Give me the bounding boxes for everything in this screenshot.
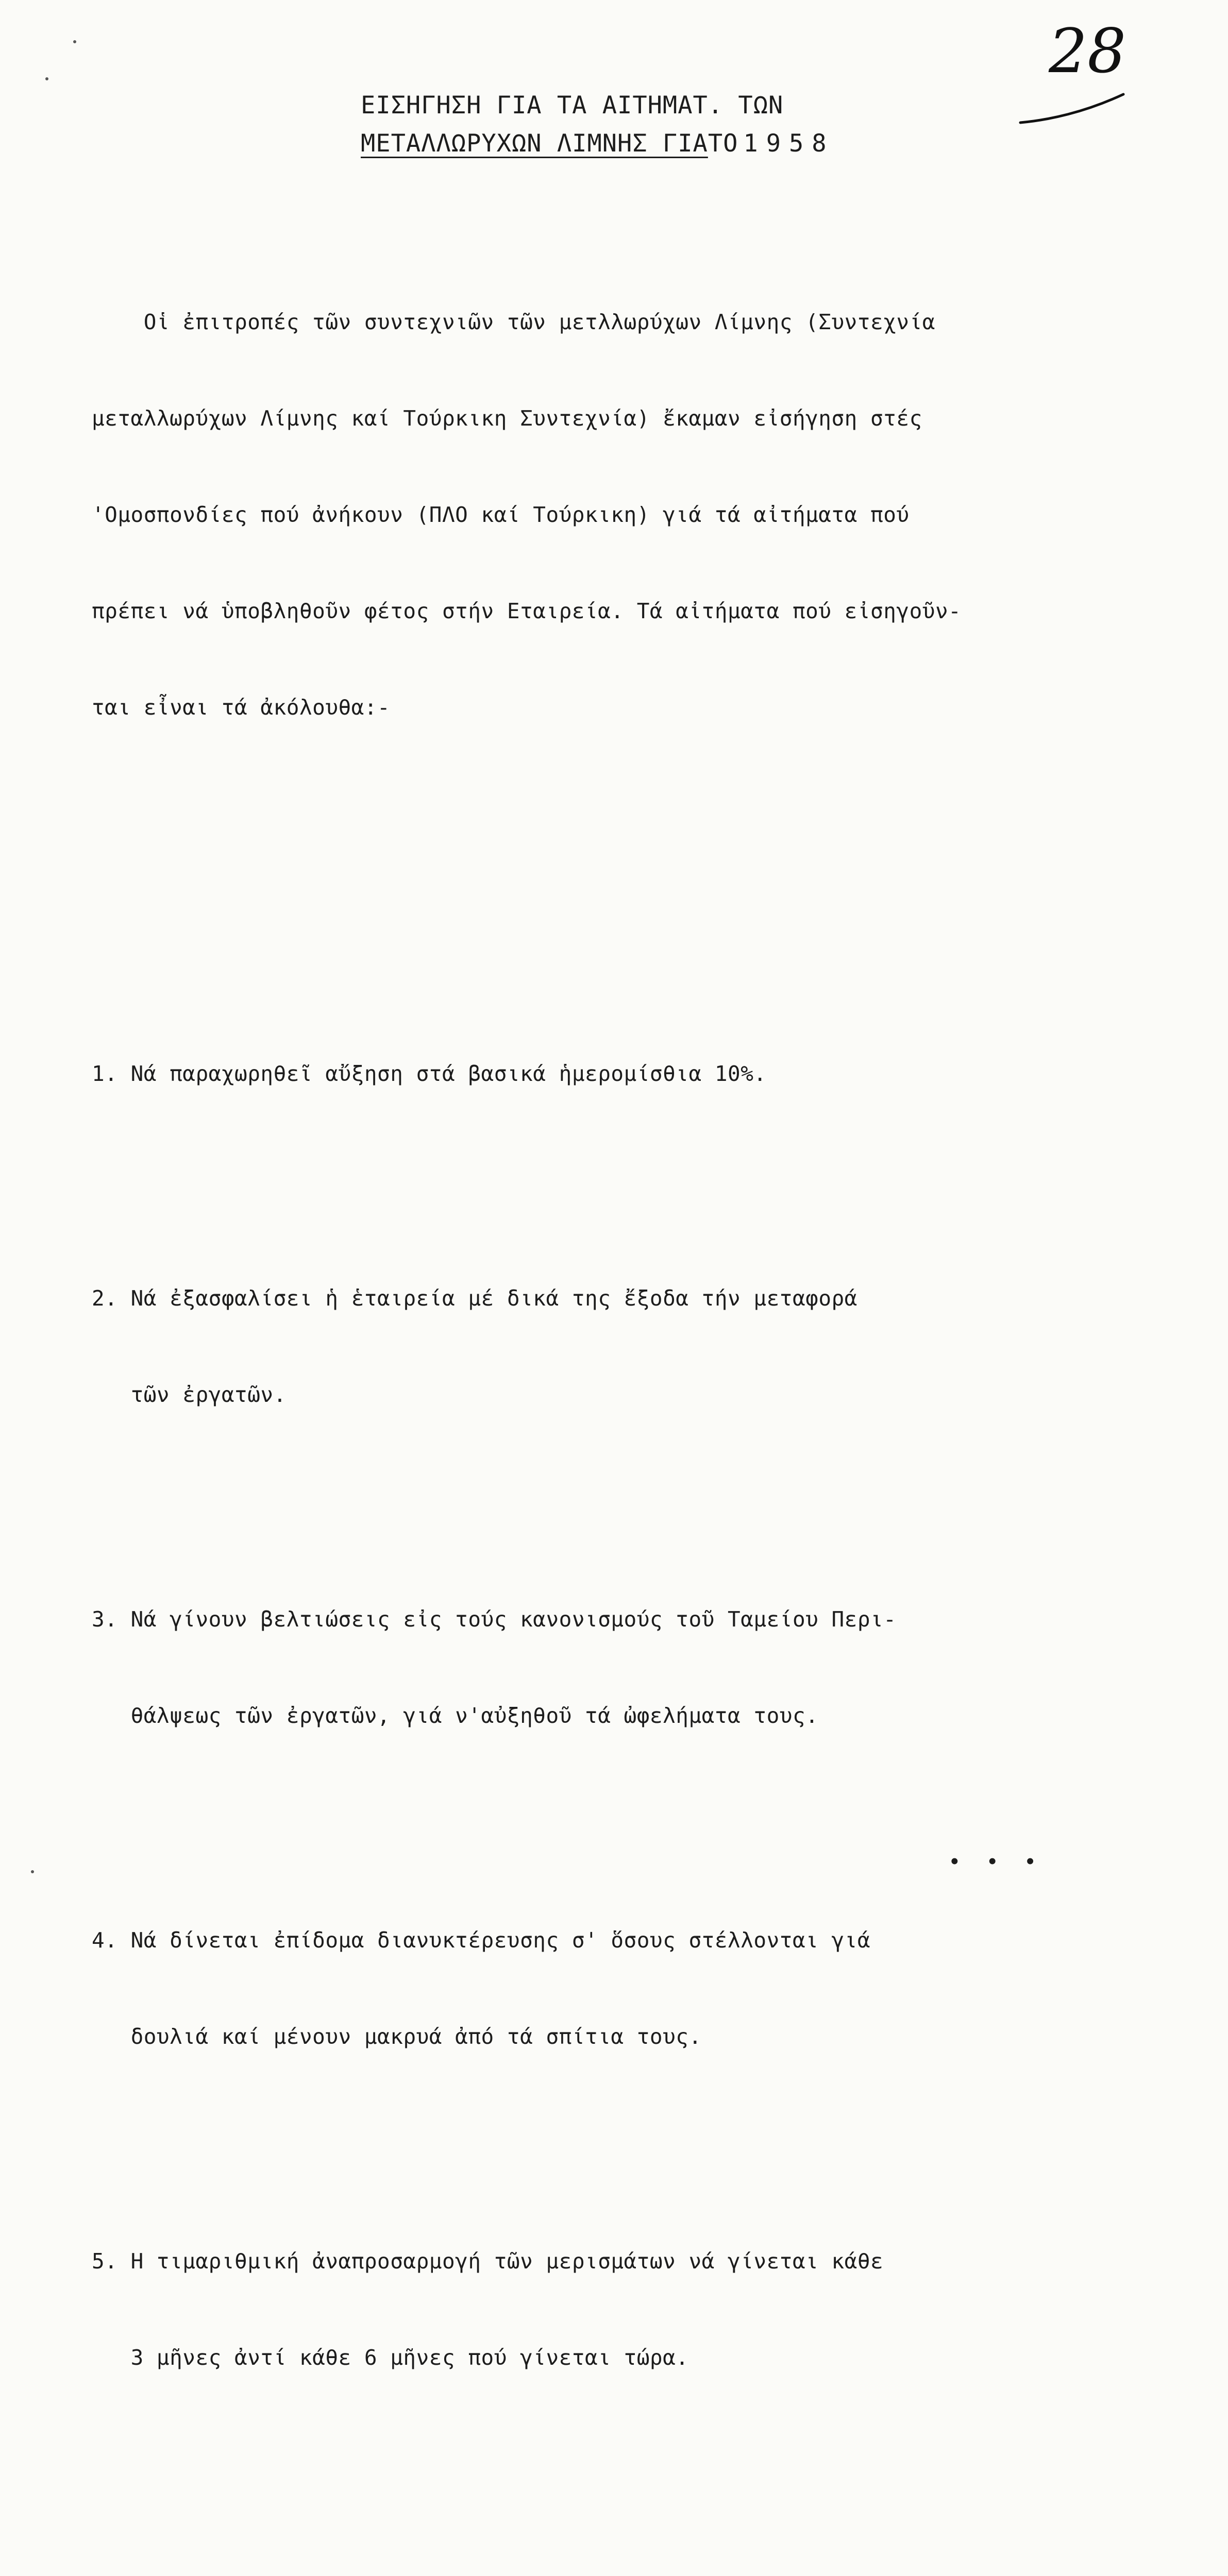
demand-item-3 [92,1539,1146,1795]
demand-item-2 [92,1218,1146,1475]
heading-year: 1958 [743,129,835,158]
heading-line-2-rest: ΤΟ [708,129,738,158]
text-line: μεταλλωρύχων Λίμνης καί Τούρκικη Συντεχνία) ἔκαμαν εἰσήγηση στές [92,406,922,431]
intro-paragraph [92,242,1146,788]
page-number-underline-stroke [1018,92,1126,128]
demand-text: Νά παραχωρηθεῖ αὔξηση στά βασικά ἡμερομίσθια 10%. [130,1061,767,1087]
demand-number: 5. [92,2249,118,2274]
text-line: 'Ομοσπονδίες πού ἀνήκουν (ΠΛΟ καί Τούρκικη) γιά τά αἰτήματα πού [92,502,910,527]
continuation-mark: • • • [948,1850,1043,1874]
demand-item-1 [92,993,1146,1154]
demand-number: 1. [92,1061,118,1087]
margin-speck [45,77,48,80]
demand-text: Νά γίνουν βελτιώσεις εἰς τούς κανονισμούς τοῦ Ταμείου Περι- [130,1607,897,1632]
demand-number: 2. [92,1286,118,1311]
heading-line-1: ΕΙΣΗΓΗΣΗ ΓΙΑ ΤΑ ΑΙΤΗΜΑΤ. ΤΩΝ [361,91,784,120]
margin-speck [31,1870,34,1873]
document-body [92,178,1146,2576]
text-line: πρέπει νά ὑποβληθοῦν φέτος στήν Εταιρεία. Τά αἰτήματα πού εἰσηγοῦν- [92,598,962,623]
document-heading [361,87,835,163]
demand-text: δουλιά καί μένουν μακρυά ἀπό τά σπίτια τους. [130,2024,702,2049]
demand-number: 3. [92,1607,118,1632]
handwritten-page-number: 28 [1049,15,1126,87]
demand-text: Η τιμαριθμική ἀναπροσαρμογή τῶν μερισμάτων νά γίνεται κάθε [130,2249,884,2274]
demand-text: 3 μῆνες ἀντί κάθε 6 μῆνες πού γίνεται τώρα. [130,2345,689,2370]
demand-text: Νά δίνεται ἐπίδομα διανυκτέρευσης σ' ὅσους στέλλονται γιά [130,1928,871,1953]
margin-speck [73,40,76,43]
demand-text: θάλψεως τῶν ἐργατῶν, γιά ν'αὐξηθοῦ τά ὠφελήματα τους. [130,1703,819,1728]
text-line: ται εἶναι τά ἀκόλουθα:- [92,694,391,720]
text-line: Οἱ ἐπιτροπές τῶν συντεχνιῶν τῶν μετλλωρύχων Λίμνης (Συντεχνία [92,310,935,335]
heading-line-2-underlined: ΜΕΤΑΛΛΩΡΥΧΩΝ ΛΙΜΝΗΣ ΓΙΑ [361,129,708,158]
demand-item-4 [92,1860,1146,2116]
demand-item-5 [92,2181,1146,2437]
demand-text: Νά ἐξασφαλίσει ἡ ἑταιρεία μέ δικά της ἔξοδα τήν μεταφορά [130,1286,857,1311]
demand-text: τῶν ἐργατῶν. [130,1382,287,1407]
demand-number: 4. [92,1928,118,1953]
heading-line-2 [361,125,835,163]
